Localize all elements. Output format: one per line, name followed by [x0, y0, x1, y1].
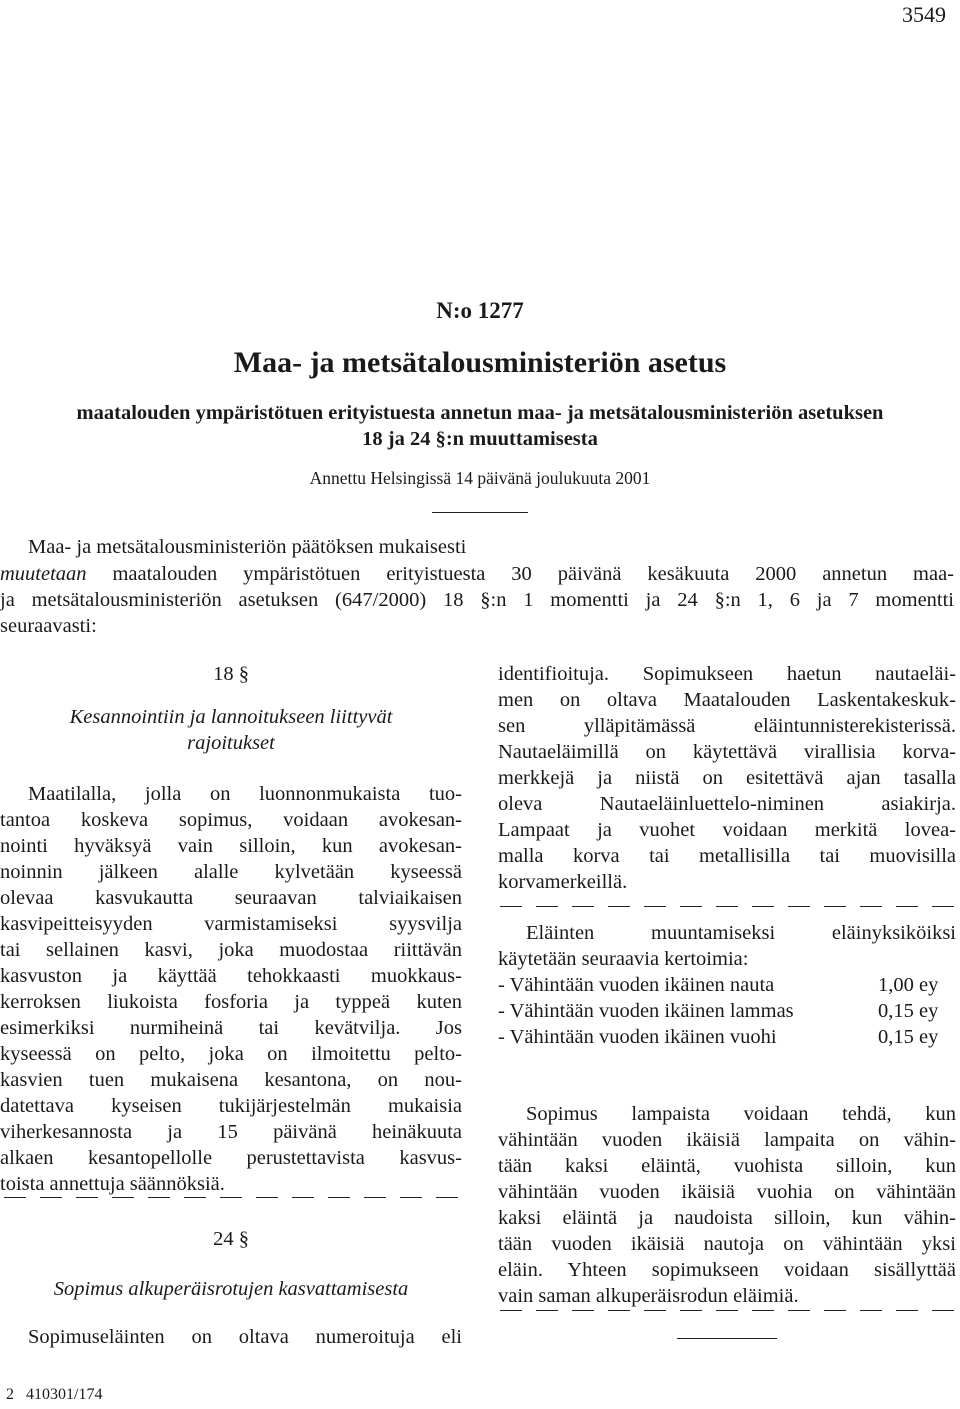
coefficient-label: - Vähintään vuoden ikäinen lammas	[498, 1000, 794, 1022]
body-line: vain saman alkuperäisrodun eläimiä.	[498, 1285, 799, 1307]
coefficient-value: 1,00 ey	[878, 974, 939, 996]
body-line: identifioituja. Sopimukseen haetun nautaeläi-	[498, 663, 956, 685]
body-line: olevaa kasvukautta seuraavan talviaikaisen	[0, 887, 462, 909]
body-line: Maatilalla, jolla on luonnonmukaista tuo-	[28, 783, 462, 805]
omission-dashes	[4, 1197, 458, 1198]
body-line: Sopimuseläinten on oltava numeroituja eli	[28, 1326, 462, 1348]
body-line: tään vuoden ikäisiä nautoja on vähintään yksi	[498, 1233, 956, 1255]
body-line: vähintään vuoden ikäisiä vuohia on vähintään	[498, 1181, 956, 1203]
omission-dashes	[500, 1310, 954, 1311]
body-line: vähintään vuoden ikäisiä lampaita on vähin-	[498, 1129, 956, 1151]
body-line: nointi hyväksyä vain silloin, kun avokesan-	[0, 835, 462, 857]
coefficient-value: 0,15 ey	[878, 1026, 939, 1048]
body-line: eläin. Yhteen sopimukseen voidaan sisällyttää	[498, 1259, 956, 1281]
preamble-line: Maa- ja metsätalousministeriön päätöksen mukaisesti	[28, 536, 467, 558]
section-18-title: Kesannointiin ja lannoitukseen liittyvät	[69, 706, 393, 728]
subtitle-line: 18 ja 24 §:n muuttamisesta	[362, 428, 598, 450]
body-line: merkkejä ja niistä on esitettävä ajan tasalla	[498, 767, 956, 789]
preamble-line: seuraavasti:	[0, 615, 97, 637]
preamble-verb: muutetaan	[0, 563, 87, 585]
body-line: kaksi eläintä ja naudoista silloin, kun vähin-	[498, 1207, 956, 1229]
body-line: kasvuston ja käyttää tehokkaasti muokkaus-	[0, 965, 462, 987]
body-line: viherkesannosta ja 15 päivänä heinäkuuta	[0, 1121, 462, 1143]
given-date: Annettu Helsingissä 14 päivänä joulukuuta 2001	[309, 468, 651, 488]
preamble-line	[0, 563, 954, 586]
page-number: 3549	[902, 2, 946, 27]
omission-dashes	[500, 906, 954, 907]
section-18-title: rajoitukset	[187, 732, 275, 754]
body-line: malla korva tai metallisilla tai muovisilla	[498, 845, 956, 867]
body-line: alkaen kesantopellolle perustettavista kasvus-	[0, 1147, 462, 1169]
body-line: men on oltava Maatalouden Laskentakeskuk-	[498, 689, 956, 711]
body-line: Nautaeläimillä on käytettävä virallisia korva-	[498, 741, 956, 763]
body-line: toista annettuja säännöksiä.	[0, 1173, 225, 1195]
section-18-heading: 18 §	[213, 663, 249, 685]
preamble-line: ja metsätalousministeriön asetuksen (647/2000) 18 §:n 1 momentti ja 24 §:n 1, 6 ja 7 momentti	[0, 589, 954, 611]
document-subtitle	[0, 400, 960, 452]
body-line: tantoa koskeva sopimus, voidaan avokesan-	[0, 809, 462, 831]
body-line: kasvien tuen mukaisena kesantona, on nou-	[0, 1069, 462, 1091]
coefficient-value: 0,15 ey	[878, 1000, 939, 1022]
body-line: Lampaat ja vuohet voidaan merkitä lovea-	[498, 819, 956, 841]
preamble-text: maatalouden ympäristötuen erityistuesta 30 päivänä kesäkuuta 2000 annetun maa-	[86, 563, 954, 585]
footer-code: 2 410301/174	[6, 1386, 103, 1403]
section-24-heading: 24 §	[213, 1228, 249, 1250]
body-line: oleva Nautaeläinluettelo-niminen asiakirja.	[498, 793, 956, 815]
body-line: noinnin jälkeen alalle kylvetään kyseessä	[0, 861, 462, 883]
body-line: Sopimus lampaista voidaan tehdä, kun	[526, 1103, 956, 1125]
body-line: kyseessä on pelto, joka on ilmoitettu pelto-	[0, 1043, 462, 1065]
body-line: tään kaksi eläintä, vuohista silloin, kun	[498, 1155, 956, 1177]
statute-number: N:o 1277	[436, 298, 524, 323]
title-rule	[432, 512, 528, 513]
body-line: korvamerkeillä.	[498, 871, 628, 893]
body-line: kasvipeitteisyyden varmistamiseksi syysvilja	[0, 913, 462, 935]
body-line: käytetään seuraavia kertoimia:	[498, 948, 749, 970]
body-line: kerroksen liukoista fosforia ja typpeä kuten	[0, 991, 462, 1013]
body-line: tai sellainen kasvi, joka muodostaa riittävän	[0, 939, 462, 961]
body-line: datettava kyseisen tukijärjestelmän mukaisia	[0, 1095, 462, 1117]
body-line: sen ylläpitämässä eläintunnisterekisterissä.	[498, 715, 956, 737]
coefficient-label: - Vähintään vuoden ikäinen nauta	[498, 974, 775, 996]
body-line: Eläinten muuntamiseksi eläinyksiköiksi	[526, 922, 956, 944]
end-rule	[677, 1338, 777, 1339]
document-title: Maa- ja metsätalousministeriön asetus	[233, 346, 727, 379]
subtitle-line: maatalouden ympäristötuen erityistuesta annetun maa- ja metsätalousministeriön asetuksen	[76, 402, 884, 424]
coefficient-label: - Vähintään vuoden ikäinen vuohi	[498, 1026, 777, 1048]
body-line: esimerkiksi nurmiheinä tai kevätvilja. Jos	[0, 1017, 462, 1039]
section-24-title: Sopimus alkuperäisrotujen kasvattamisesta	[53, 1278, 409, 1300]
